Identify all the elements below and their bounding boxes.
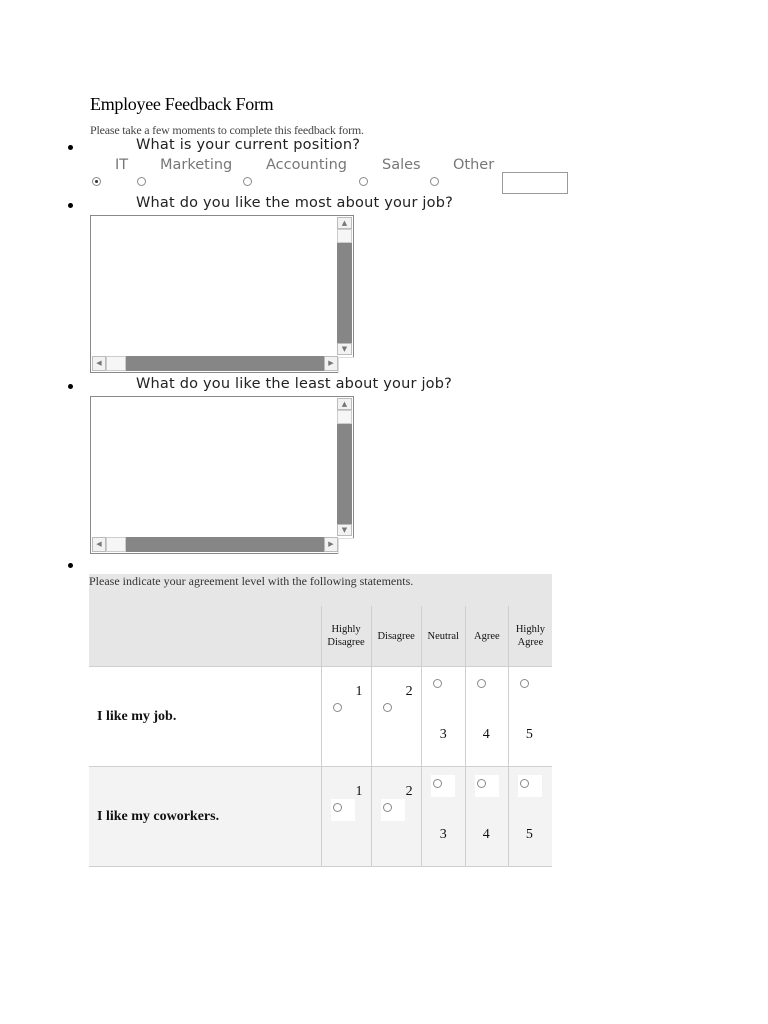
table-row — [89, 767, 552, 867]
radio-accounting[interactable] — [243, 177, 252, 186]
scroll-track[interactable] — [337, 243, 352, 343]
scroll-thumb[interactable] — [106, 537, 126, 552]
list-bullet — [68, 203, 73, 208]
like-most-textarea[interactable] — [90, 215, 354, 373]
likert-cell — [465, 767, 508, 867]
scale-value: 4 — [482, 727, 490, 742]
option-label-it: IT — [115, 157, 129, 173]
radio-job-3[interactable] — [433, 679, 442, 688]
scroll-corner — [338, 538, 354, 554]
scale-value: 2 — [405, 784, 413, 799]
radio-coworkers-1[interactable] — [333, 803, 342, 812]
scroll-thumb[interactable] — [106, 356, 126, 371]
radio-it[interactable] — [92, 177, 101, 186]
question-position: What is your current position? — [136, 137, 361, 153]
radio-other[interactable] — [430, 177, 439, 186]
likert-cell — [321, 767, 371, 867]
agreement-table — [89, 574, 552, 867]
column-header-highly-agree: Highly Agree — [508, 606, 552, 667]
likert-cell — [421, 767, 465, 867]
radio-coworkers-4[interactable] — [477, 779, 486, 788]
scroll-right-icon[interactable]: ▶ — [324, 356, 338, 371]
column-header-disagree: Disagree — [371, 606, 421, 667]
statement-header — [89, 606, 321, 667]
scroll-thumb[interactable] — [337, 410, 352, 424]
scroll-track[interactable] — [337, 424, 352, 524]
option-label-sales: Sales — [382, 157, 421, 173]
table-caption: Please indicate your agreement level with the following statements. — [89, 574, 552, 606]
horizontal-scrollbar[interactable] — [92, 356, 338, 371]
scroll-left-icon[interactable]: ◀ — [92, 537, 106, 552]
statement-label: I like my job. — [89, 667, 321, 767]
scroll-down-icon[interactable]: ▼ — [337, 343, 352, 355]
scroll-down-icon[interactable]: ▼ — [337, 524, 352, 536]
scale-value: 3 — [439, 727, 447, 742]
likert-cell — [371, 667, 421, 767]
likert-cell — [508, 667, 552, 767]
scale-value: 2 — [405, 684, 413, 699]
scroll-up-icon[interactable]: ▲ — [337, 398, 352, 410]
scroll-corner — [338, 357, 354, 373]
scale-value: 3 — [439, 827, 447, 842]
option-label-other: Other — [453, 157, 495, 173]
vertical-scrollbar[interactable] — [337, 398, 352, 538]
table-row — [89, 667, 552, 767]
list-bullet — [68, 145, 73, 150]
likert-cell — [421, 667, 465, 767]
scroll-thumb[interactable] — [337, 229, 352, 243]
like-least-textarea[interactable] — [90, 396, 354, 554]
column-header-highly-disagree: Highly Disagree — [321, 606, 371, 667]
likert-cell — [508, 767, 552, 867]
radio-marketing[interactable] — [137, 177, 146, 186]
radio-coworkers-2[interactable] — [383, 803, 392, 812]
likert-cell — [371, 767, 421, 867]
radio-sales[interactable] — [359, 177, 368, 186]
radio-coworkers-5[interactable] — [520, 779, 529, 788]
radio-job-1[interactable] — [333, 703, 342, 712]
question-like-least: What do you like the least about your job? — [136, 376, 453, 392]
likert-cell — [321, 667, 371, 767]
horizontal-scrollbar[interactable] — [92, 537, 338, 552]
scale-value: 4 — [482, 827, 490, 842]
scale-value: 1 — [355, 684, 363, 699]
other-position-input[interactable] — [502, 172, 568, 194]
radio-job-5[interactable] — [520, 679, 529, 688]
radio-coworkers-3[interactable] — [433, 779, 442, 788]
scroll-up-icon[interactable]: ▲ — [337, 217, 352, 229]
scale-value: 5 — [525, 727, 533, 742]
list-bullet — [68, 563, 73, 568]
likert-cell — [465, 667, 508, 767]
scale-value: 1 — [355, 784, 363, 799]
vertical-scrollbar[interactable] — [337, 217, 352, 357]
radio-job-4[interactable] — [477, 679, 486, 688]
statement-label: I like my coworkers. — [89, 767, 321, 867]
form-title: Employee Feedback Form — [90, 94, 274, 114]
list-bullet — [68, 384, 73, 389]
form-subtitle: Please take a few moments to complete this feedback form. — [90, 123, 364, 137]
column-header-agree: Agree — [465, 606, 508, 667]
column-header-neutral: Neutral — [421, 606, 465, 667]
radio-job-2[interactable] — [383, 703, 392, 712]
question-like-most: What do you like the most about your job? — [136, 195, 454, 211]
scroll-left-icon[interactable]: ◀ — [92, 356, 106, 371]
scale-value: 5 — [525, 827, 533, 842]
option-label-marketing: Marketing — [160, 157, 233, 173]
scroll-right-icon[interactable]: ▶ — [324, 537, 338, 552]
option-label-accounting: Accounting — [266, 157, 347, 173]
